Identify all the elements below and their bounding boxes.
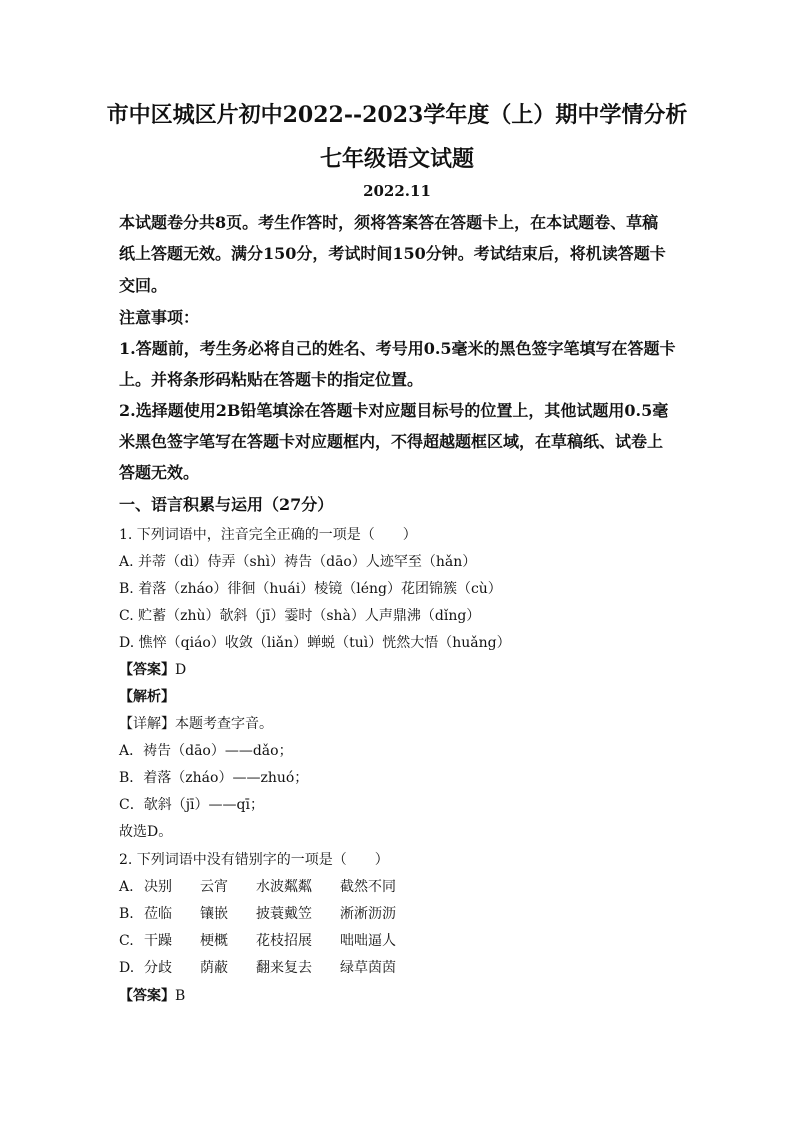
intro-line-1: 本试题卷分共8页。考生作答时，须将答案答在答题卡上，在本试题卷、草稿 [119, 213, 659, 232]
notes-line-2: 上。并将条形码粘贴在答题卡的指定位置。 [119, 370, 424, 389]
answer-tag: 【答案】 [119, 988, 175, 1004]
intro-line-3: 交回。 [119, 276, 168, 295]
notes-line-4: 米黑色签字笔写在答题卡对应题框内，不得超越题框区域，在草稿纸、试卷上 [119, 432, 664, 451]
q1-conclusion: 故选D。 [119, 824, 173, 840]
q2-option-d: D. 分歧 荫蔽 翻来复去 绿草茵茵 [119, 960, 396, 976]
q1-analysis-tag: 【解析】 [119, 689, 175, 705]
intro-line-2: 纸上答题无效。满分150分，考试时间150分钟。考试结束后，将机读答题卡 [119, 244, 666, 263]
exam-date: 2022.11 [363, 182, 431, 200]
q1-option-d: D. 憔悴（qiáo）收敛（liǎn）蝉蜕（tuì）恍然大悟（huǎng） [119, 635, 511, 651]
q1-option-c: C. 贮蓄（zhù）欹斜（jī）霎时（shà）人声鼎沸（dǐng） [119, 608, 481, 624]
notes-line-5: 答题无效。 [119, 463, 200, 482]
q1-explanation-a: A．祷告（dāo）——dǎo； [119, 743, 293, 759]
q2-option-c: C. 干躁 梗概 花枝招展 咄咄逼人 [119, 933, 396, 949]
q1-explanation-b: B．着落（zháo）——zhuó； [119, 770, 309, 786]
q2-answer [119, 985, 185, 1005]
answer-tag: 【答案】 [119, 662, 175, 678]
answer-value: D [175, 662, 187, 678]
exam-title: 市中区城区片初中2022--2023学年度（上）期中学情分析 [106, 102, 688, 128]
q1-option-b: B. 着落（zháo）徘徊（huái）棱镜（léng）花团锦簇（cù） [119, 581, 502, 597]
q2-option-a: A. 决别 云宵 水波粼粼 截然不同 [119, 879, 396, 895]
q1-detail: 【详解】本题考查字音。 [119, 716, 273, 732]
q2-stem: 2. 下列词语中没有错别字的一项是（ ） [119, 852, 389, 868]
q2-option-b: B. 莅临 镶嵌 披蓑戴笠 淅淅沥沥 [119, 906, 396, 922]
notes-line-3: 2.选择题使用2B铅笔填涂在答题卡对应题目标号的位置上，其他试题用0.5毫 [119, 401, 669, 420]
q1-stem: 1. 下列词语中，注音完全正确的一项是（ ） [119, 527, 417, 543]
answer-value: B [175, 988, 186, 1004]
q1-explanation-c: C．欹斜（jī）——qī； [119, 797, 264, 813]
exam-subtitle: 七年级语文试题 [319, 146, 474, 172]
q1-option-a: A. 并蒂（dì）侍弄（shì）祷告（dāo）人迹罕至（hǎn） [119, 554, 477, 570]
notes-heading: 注意事项： [119, 308, 200, 327]
section-heading: 一、语言积累与运用（27分） [119, 495, 334, 514]
q1-answer [119, 659, 186, 679]
notes-line-1: 1.答题前，考生务必将自己的姓名、考号用0.5毫米的黑色签字笔填写在答题卡 [119, 339, 676, 358]
